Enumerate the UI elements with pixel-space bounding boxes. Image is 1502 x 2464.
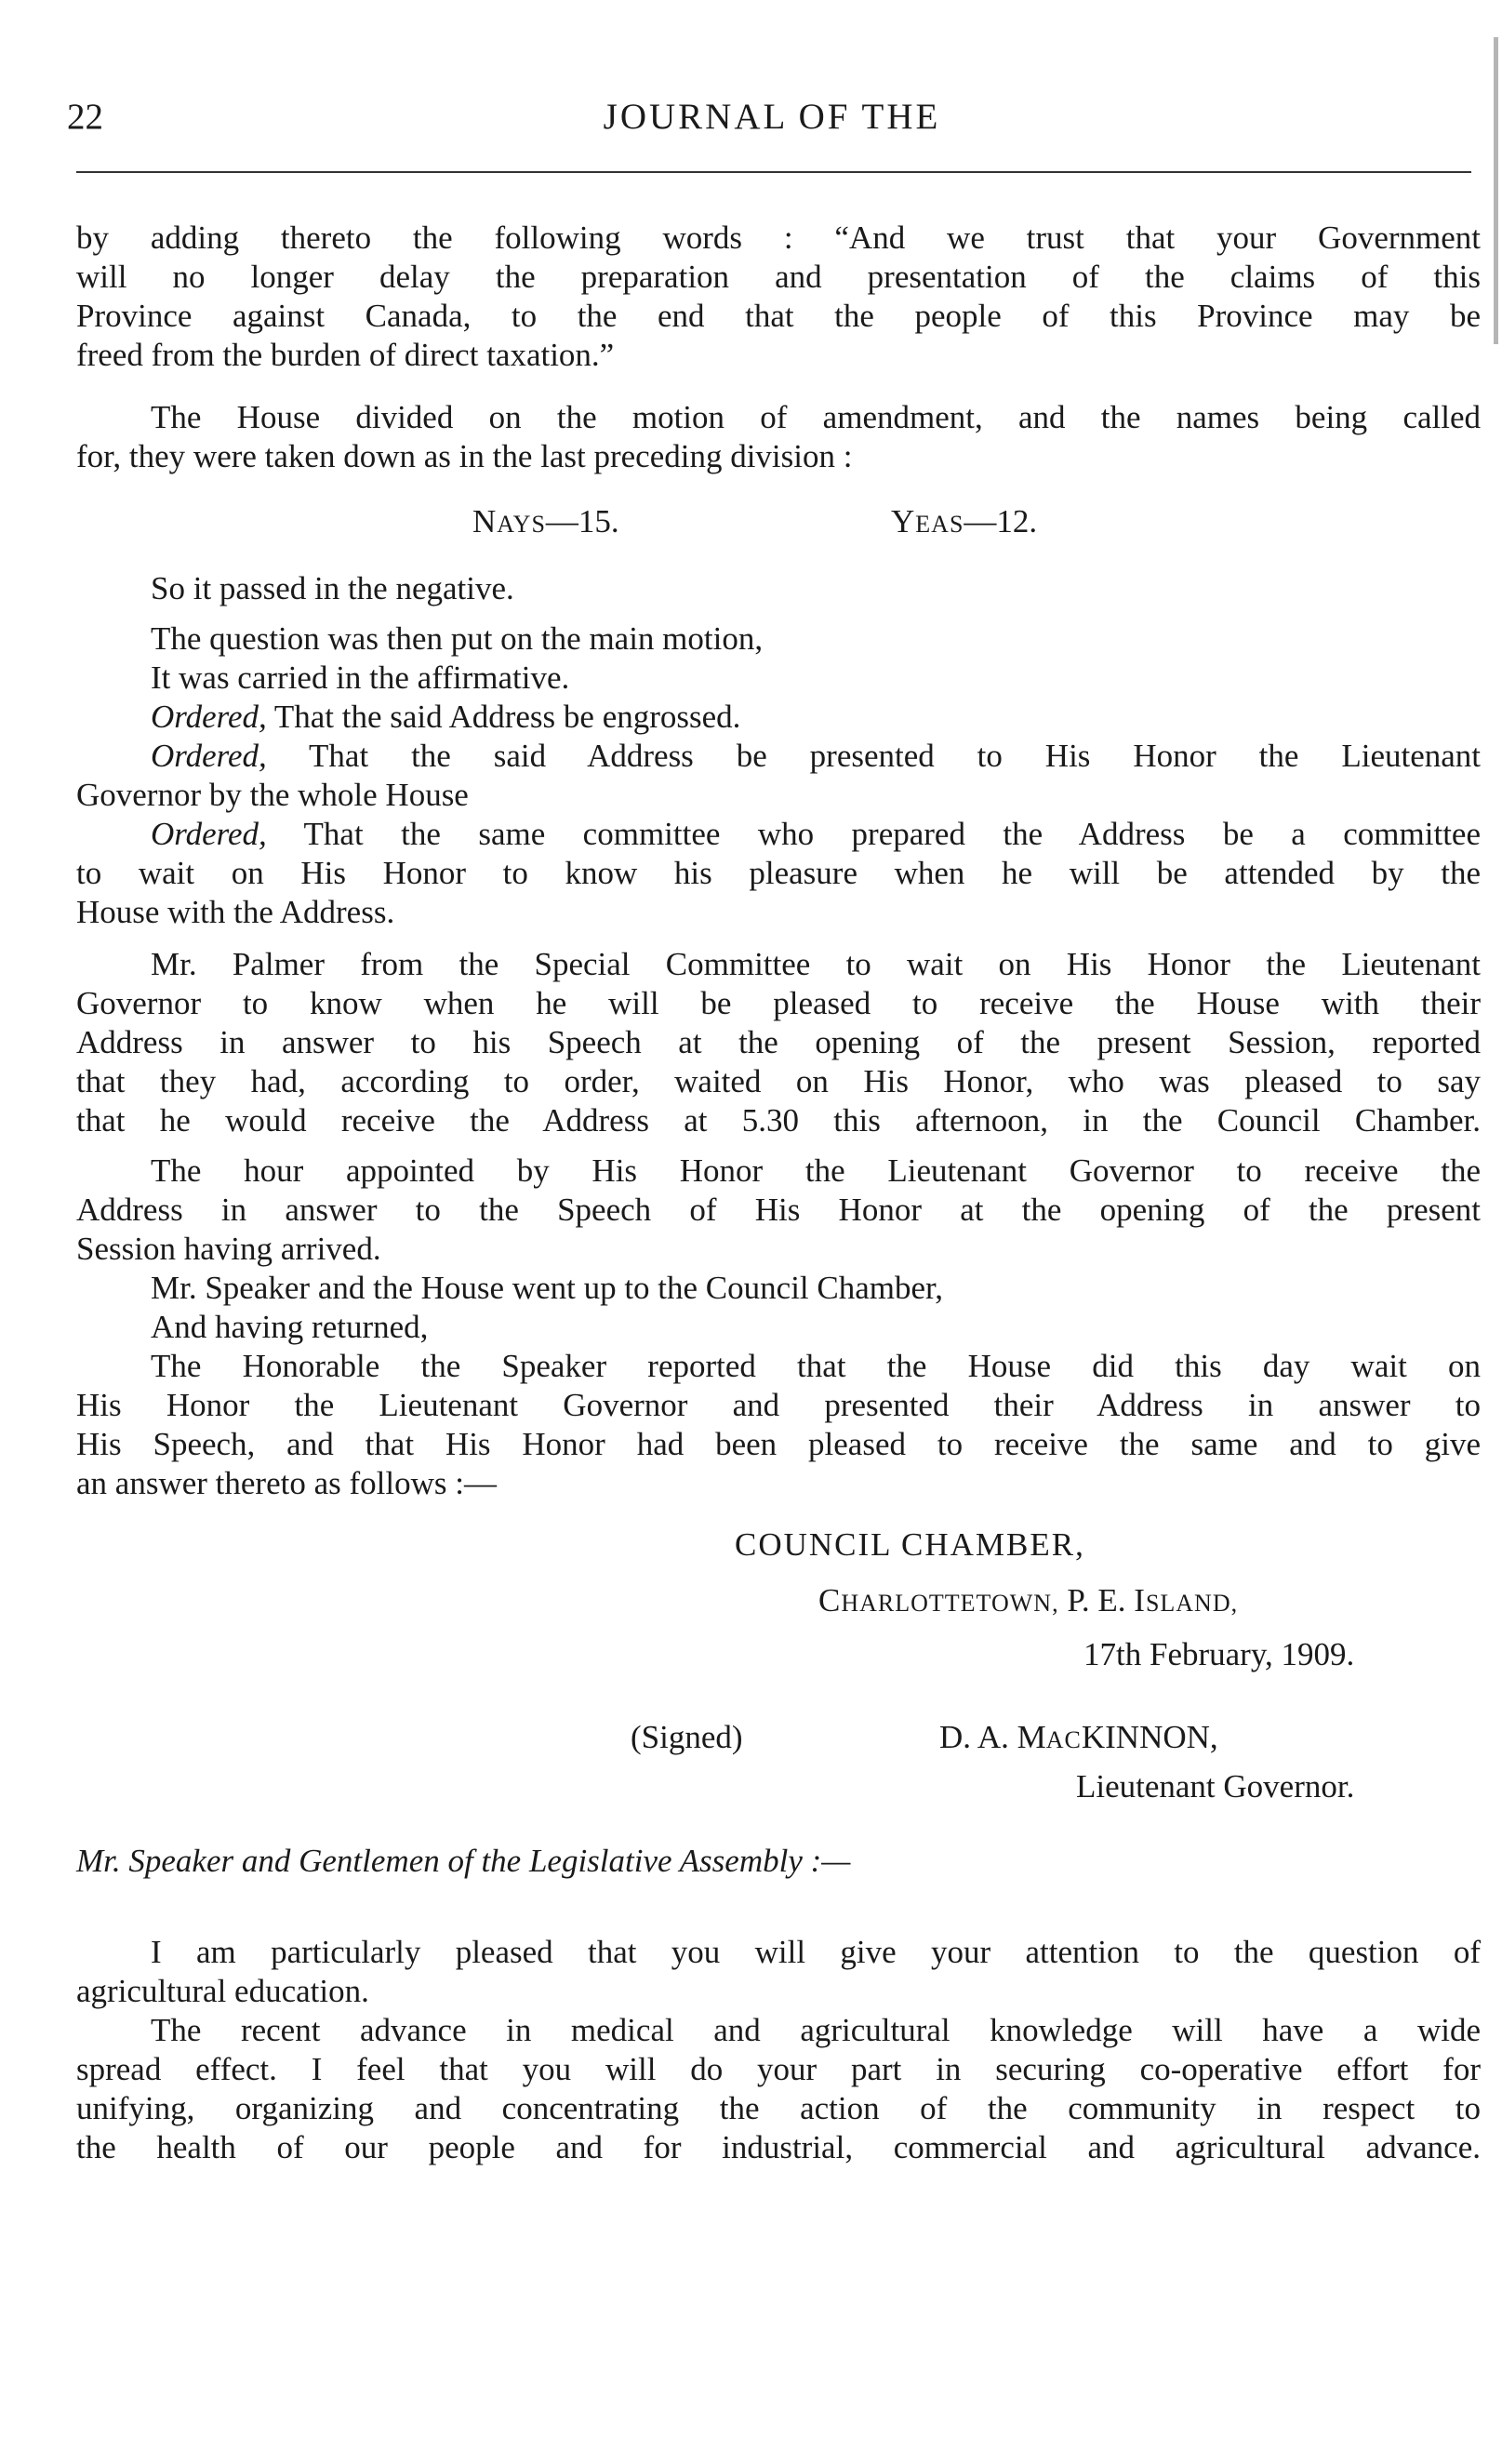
salutation: Mr. Speaker and Gentlemen of the Legislative Assembly :— bbox=[76, 1843, 851, 1879]
text-line: Address in answer to his Speech at the opening of the present Session, reported bbox=[76, 1024, 1481, 1060]
text-line: will no longer delay the preparation and presentation of the claims of this bbox=[76, 259, 1481, 295]
text-line: Province against Canada, to the end that the people of this Province may be bbox=[76, 298, 1481, 334]
signatory-title: Lieutenant Governor. bbox=[1076, 1768, 1355, 1805]
proceedings bbox=[76, 569, 1481, 932]
returned-line: And having returned, bbox=[151, 1309, 429, 1345]
text-line: Mr. Palmer from the Special Committee to wait on His Honor the Lieutenant bbox=[151, 946, 1481, 982]
letter-date: 17th February, 1909. bbox=[1083, 1636, 1355, 1672]
negative-line: So it passed in the negative. bbox=[151, 570, 514, 606]
text-line: His Speech, and that His Honor had been pleased to receive the same and to give bbox=[76, 1426, 1481, 1462]
yeas-count: YEAS—12. bbox=[891, 503, 1038, 539]
council-chamber-heading: COUNCIL CHAMBER, bbox=[735, 1526, 1085, 1563]
text-line: agricultural education. bbox=[76, 1973, 369, 2009]
affirmative-line: It was carried in the affirmative. bbox=[151, 659, 570, 696]
amendment-paragraph bbox=[76, 219, 1481, 375]
text-line: an answer thereto as follows :— bbox=[76, 1465, 497, 1501]
signed-label: (Signed) bbox=[631, 1719, 743, 1755]
hour-paragraph bbox=[76, 1152, 1481, 1503]
text-line: for, they were taken down as in the last preceding division : bbox=[76, 438, 853, 474]
text-line: by adding thereto the following words : “And we trust that your Government bbox=[76, 220, 1481, 256]
reply-paragraph-2 bbox=[76, 2011, 1481, 2167]
text-line: The House divided on the motion of amendment, and the names being called bbox=[151, 399, 1481, 435]
question-line: The question was then put on the main motion, bbox=[151, 620, 764, 657]
reply-paragraph-1 bbox=[76, 1933, 1481, 2011]
running-head: JOURNAL OF THE bbox=[603, 97, 941, 137]
palmer-paragraph bbox=[76, 945, 1481, 1140]
text-line: that he would receive the Address at 5.30 this afternoon, in the Council Chamber. bbox=[76, 1102, 1481, 1139]
text-line: unifying, organizing and concentrating the action of the community in respect to bbox=[76, 2090, 1481, 2126]
ordered-engrossed: Ordered, That the said Address be engrossed. bbox=[151, 699, 741, 735]
text-line: I am particularly pleased that you will give your attention to the question of bbox=[151, 1934, 1481, 1970]
text-line: to wait on His Honor to know his pleasure when he will be attended by the bbox=[76, 855, 1481, 891]
scan-edge-mark bbox=[1494, 37, 1498, 344]
text-line: that they had, according to order, waited on His Honor, who was pleased to say bbox=[76, 1063, 1481, 1099]
text-line: Governor to know when he will be pleased to receive the House with their bbox=[76, 985, 1481, 1021]
text-line: Governor by the whole House bbox=[76, 777, 469, 813]
signatory-name: D. A. MACKINNON, bbox=[939, 1719, 1218, 1755]
text-line: Session having arrived. bbox=[76, 1231, 381, 1267]
text-line: spread effect. I feel that you will do your part in securing co-operative effort for bbox=[76, 2051, 1481, 2087]
division-paragraph bbox=[76, 398, 1481, 476]
ordered-committee: Ordered, That the same committee who prepared the Address be a committee bbox=[151, 816, 1481, 852]
page-number: 22 bbox=[67, 97, 103, 137]
ordered-presented: Ordered, That the said Address be presented to His Honor the Lieutenant bbox=[151, 738, 1481, 774]
speaker-went-line: Mr. Speaker and the House went up to the Council Chamber, bbox=[151, 1270, 944, 1306]
location-line: CHARLOTTETOWN, P. E. ISLAND, bbox=[818, 1582, 1239, 1618]
text-line: Address in answer to the Speech of His Honor at the opening of the present bbox=[76, 1192, 1481, 1228]
text-line: freed from the burden of direct taxation.” bbox=[76, 337, 615, 373]
nays-count: NAYS—15. bbox=[472, 503, 619, 539]
header-rule bbox=[76, 171, 1471, 173]
text-line: His Honor the Lieutenant Governor and presented their Address in answer to bbox=[76, 1387, 1481, 1423]
text-line: the health of our people and for industrial, commercial and agricultural advance. bbox=[76, 2129, 1481, 2165]
text-line: House with the Address. bbox=[76, 894, 395, 930]
text-line: The recent advance in medical and agricultural knowledge will have a wide bbox=[151, 2012, 1481, 2048]
text-line: The hour appointed by His Honor the Lieutenant Governor to receive the bbox=[151, 1152, 1481, 1189]
text-line: The Honorable the Speaker reported that the House did this day wait on bbox=[151, 1348, 1481, 1384]
